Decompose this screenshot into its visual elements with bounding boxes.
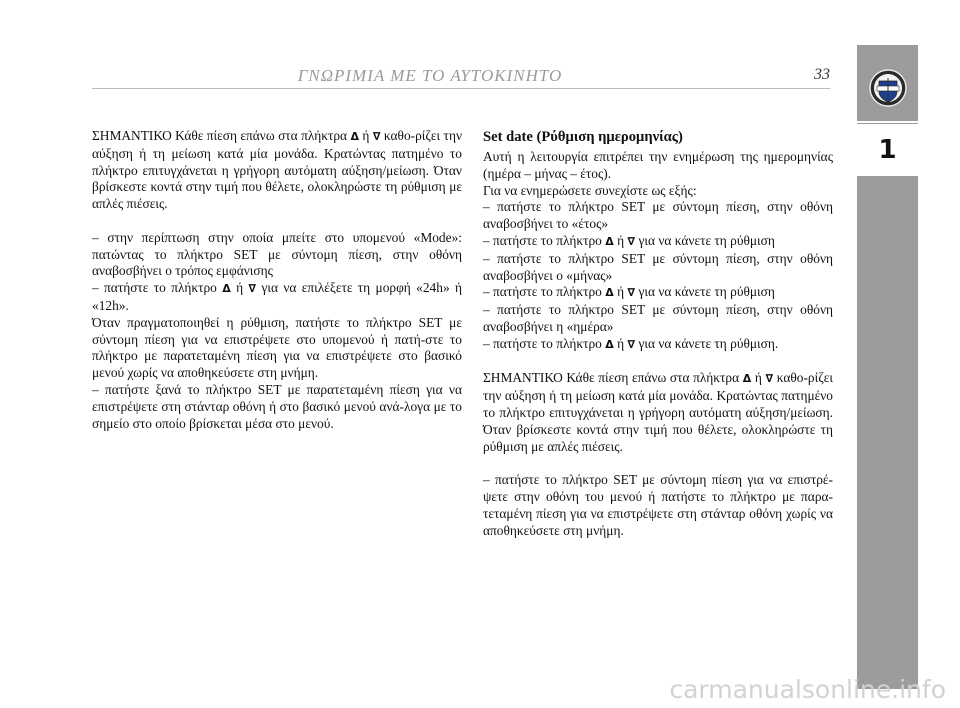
important-note xyxy=(483,370,833,455)
instruction-paragraph xyxy=(92,280,462,315)
page-number: 33 xyxy=(814,66,830,83)
down-arrow-icon: ∇ xyxy=(765,372,774,386)
right-column xyxy=(483,128,833,539)
lancia-shield-icon xyxy=(869,69,907,107)
text-run: για να επιλέξετε τη μορφή «24h» ή «12h». xyxy=(92,280,462,313)
up-arrow-icon: Δ xyxy=(605,234,614,248)
instruction-step xyxy=(483,233,833,251)
instruction-step: – πατήστε το πλήκτρο SET με σύντομη πίεση, στην οθόνη αναβοσβήνει η «ημέρα» xyxy=(483,302,833,334)
text-run: καθο-ρίζει την αύξηση ή τη μείωση κατά μία μονάδα. Κρατώντας πατημένο το πλήκτρο επιτυγχάνεται η γρήγορη αυτόματη αύξηση/μείωση. Όταν βρίσκεστε κοντά στην τιμή που θέλετε, ολοκληρώστε τη ρύθμιση με απλές πιέσεις. xyxy=(92,128,462,212)
instruction-step xyxy=(483,284,833,302)
text-run: ΣΗΜΑΝΤΙΚΟ Κάθε πίεση επάνω στα πλήκτρα xyxy=(92,128,351,143)
text-run: – πατήστε το πλήκτρο xyxy=(483,284,606,300)
text-run: ή xyxy=(613,284,628,300)
instruction-step: – πατήστε το πλήκτρο SET με σύντομη πίεση, στην οθόνη αναβοσβήνει ο «μήνας» xyxy=(483,250,833,283)
chapter-number-box xyxy=(857,124,918,176)
text-run: ή xyxy=(230,280,249,296)
down-arrow-icon: ∇ xyxy=(627,337,636,351)
up-arrow-icon: Δ xyxy=(742,372,752,386)
instruction-paragraph: – στην περίπτωση στην οποία μπείτε στο υπομενού «Mode»: πατώντας το πλήκτρο SET με σύντομη πίεση, στην οθόνη αναβοσβήνει ο τρόπος εμφάνισης xyxy=(92,229,462,279)
up-arrow-icon: Δ xyxy=(605,286,614,300)
instruction-paragraph: Όταν πραγματοποιηθεί η ρύθμιση, πατήστε το πλήκτρο SET με σύντομη πίεση για να επιστρέψετε στο υπομενού ή πατή-στε το πλήκτρο με παρατεταμένη πίεση για να επιστρέψετε στο βασικό μενού χωρίς να αποθηκεύσετε στη μνήμη. xyxy=(92,314,462,381)
left-column xyxy=(92,128,462,432)
text-run: για να κάνετε τη ρύθμιση xyxy=(635,232,775,248)
page-header xyxy=(0,66,830,88)
down-arrow-icon: ∇ xyxy=(248,282,257,296)
up-arrow-icon: Δ xyxy=(350,130,359,143)
text-run: ή xyxy=(359,128,373,143)
important-note xyxy=(92,128,462,213)
intro-paragraph: Αυτή η λειτουργία επιτρέπει την ενημέρωση της ημερομηνίας (ημέρα – μήνας – έτος). xyxy=(483,149,833,181)
text-run: – πατήστε το πλήκτρο xyxy=(483,232,606,248)
up-arrow-icon: Δ xyxy=(222,282,231,296)
text-run: καθο-ρίζει την αύξηση ή τη μείωση κατά μία μονάδα. Κρατώντας πατημένο το πλήκτρο επιτυγχάνεται η γρήγορη αυτόματη αύξηση/μείωση. Όταν βρίσκεστε κοντά στην τιμή που θέλετε, ολοκληρώστε τη ρύθμιση με απλές πιέσεις. xyxy=(483,370,833,454)
side-tab-divider xyxy=(857,121,918,123)
down-arrow-icon: ∇ xyxy=(627,286,636,300)
chapter-number: 1 xyxy=(878,135,897,165)
text-run: ή xyxy=(751,370,766,386)
instruction-paragraph: – πατήστε το πλήκτρο SET με σύντομη πίεση για να επιστρέ-ψετε στην οθόνη του μενού ή πατήστε το πλήκτρο με παρα-τεταμένη πίεση για να επιστρέψετε στη στάνταρ οθόνη χωρίς να αποθηκεύσετε στη μνήμη. xyxy=(483,472,833,538)
text-run: – πατήστε το πλήκτρο xyxy=(483,335,606,351)
instruction-step: – πατήστε το πλήκτρο SET με σύντομη πίεση, στην οθόνη αναβοσβήνει το «έτος» xyxy=(483,199,833,232)
text-run: ΣΗΜΑΝΤΙΚΟ Κάθε πίεση επάνω στα πλήκτρα xyxy=(483,370,743,386)
down-arrow-icon: ∇ xyxy=(627,234,636,248)
text-run: ή xyxy=(613,232,628,248)
instruction-paragraph: Για να ενημερώσετε συνεχίστε ως εξής: xyxy=(483,182,697,198)
text-run: για να κάνετε τη ρύθμιση. xyxy=(635,335,779,351)
down-arrow-icon: ∇ xyxy=(372,130,381,143)
header-divider xyxy=(92,88,830,89)
chapter-title: ΓΝΩΡΙΜΙΑ ΜΕ ΤΟ ΑΥΤΟΚΙΝΗΤΟ xyxy=(297,66,563,85)
instruction-step xyxy=(483,336,833,354)
text-run: για να κάνετε τη ρύθμιση xyxy=(635,284,775,300)
up-arrow-icon: Δ xyxy=(605,337,614,351)
watermark-text: carmanualsonline.info xyxy=(669,675,946,704)
instruction-paragraph: – πατήστε ξανά το πλήκτρο SET με παρατεταμένη πίεση για να επιστρέψετε στη στάνταρ οθόνη ή στο βασικό μενού ανά-λογα με το σημείο στο οποίο βρίσκεται μέσα στο μενού. xyxy=(92,381,462,431)
text-run: ή xyxy=(613,335,628,351)
section-heading: Set date (Ρύθμιση ημερομηνίας) xyxy=(483,129,683,145)
text-run: – πατήστε το πλήκτρο xyxy=(92,280,223,296)
